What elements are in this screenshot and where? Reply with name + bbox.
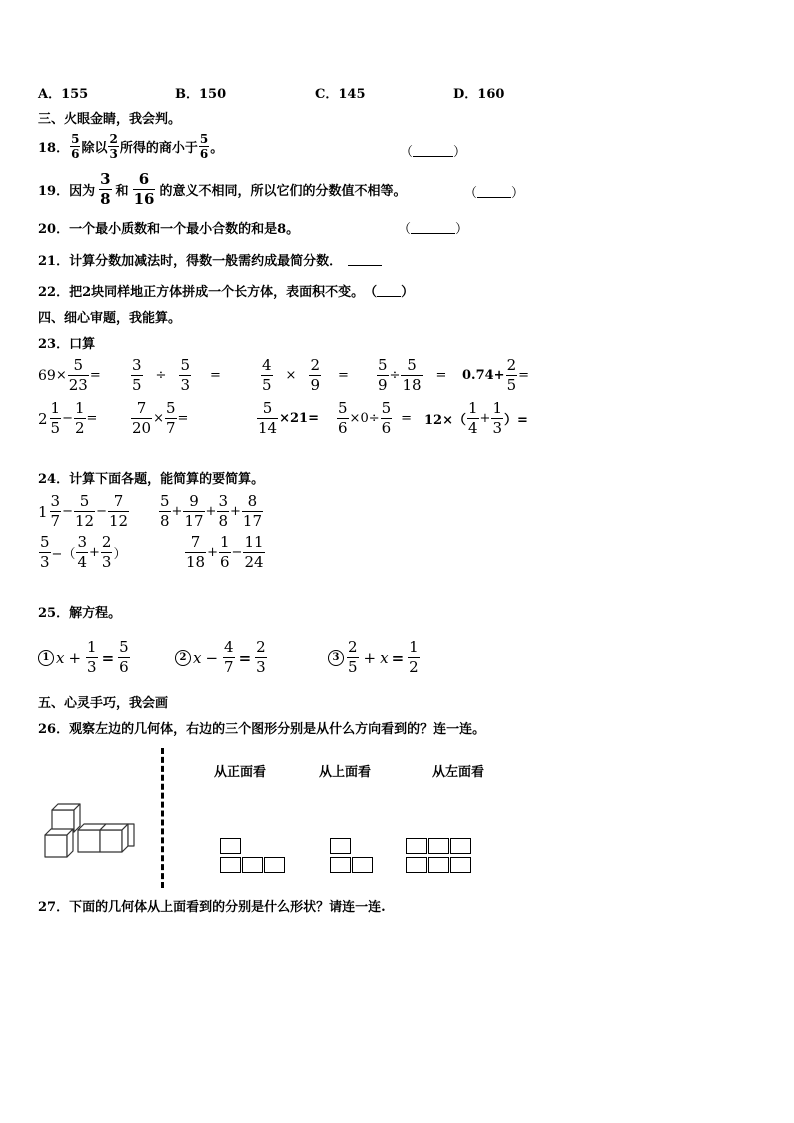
question-26: 26．观察左边的几何体，右边的三个图形分别是从什么方向看到的？连一连。 [38,722,486,737]
q20-answer-blank[interactable]: （ ） [398,222,469,237]
section5-title: 五、心灵手巧，我会画 [38,696,169,711]
q23-item-6: 2 $\frac{1}{5}$ − $\frac{1}{2}$ = [38,399,98,437]
q18-fraction-1: $\frac{5}{6}$ [71,132,80,161]
q23-item-9: $\frac{5}{6}$ ×0÷ $\frac{5}{6}$ = [338,399,413,437]
q24-expression-3: $\frac{5}{3}$ −（ $\frac{3}{4}$ + $\frac{2}{3}$ ） [40,533,127,571]
question-21: 21． 计算分数加减法时，得数一般需约成最简分数． [38,250,382,269]
q21-answer-blank[interactable] [348,253,382,266]
q23-item-2: $\frac{3}{5}$ ÷ $\frac{5}{3}$ = [132,356,221,394]
question-23: 23．口算 [38,337,96,352]
question-22: 22． 把2块同样地正方体拼成一个长方体，表面积不变。 （ ） [38,285,415,300]
choice-a: A．155 [38,87,89,102]
cube-bottom-left-front [45,835,67,857]
q23-item-8: $\frac{5}{14}$ ×21= [258,399,319,437]
dashed-divider [161,748,164,888]
q23-item-1: 69 × $\frac{5}{23}$ = [38,356,101,394]
q18-text-3: 。 [210,141,224,156]
label-view-front: 从正面看 [214,765,267,780]
q18-fraction-2: $\frac{2}{3}$ [109,132,118,161]
circled-number-2: 2 [175,650,191,666]
cube-back-side [128,824,134,846]
choice-b: B．150 [175,87,227,102]
q19-text-3: 的意义不相同，所以它们的分数值不相等。 [159,184,407,199]
cube-solid-figure [40,800,142,862]
q18-answer-blank[interactable]: （ ） [400,145,467,160]
q23-item-5: 0.74+ $\frac{2}{5}$ = [462,356,530,394]
q24-expression-1: 1 $\frac{3}{7}$ − $\frac{5}{12}$ − $\frac{7}{12}$ [38,492,129,530]
choice-d: D．160 [453,87,505,102]
q18-text-1: 除以 [81,141,108,156]
section3-title: 三、火眼金睛，我会判。 [38,112,182,127]
circled-number-1: 1 [38,650,54,666]
question-25: 25．解方程。 [38,606,122,621]
q23-item-4: $\frac{5}{9}$ ÷ $\frac{5}{18}$ = [378,356,447,394]
q24-expression-2: $\frac{5}{8}$ + $\frac{9}{17}$ + $\frac{3}{8}$ + $\frac{8}{17}$ [160,492,262,530]
q24-expression-4: $\frac{7}{18}$ + $\frac{1}{6}$ − $\frac{11}{24}$ [186,533,264,571]
label-view-left: 从左面看 [432,765,485,780]
question-20: 20．一个最小质数和一个最小合数的和是8。 [38,222,300,237]
label-view-top: 从上面看 [319,765,372,780]
cube-middle-front [78,830,100,852]
q22-answer-blank[interactable] [377,284,401,297]
question-18 [38,133,223,160]
q18-fraction-3: $\frac{5}{6}$ [199,132,209,161]
section4-title: 四、细心审题，我能算。 [38,311,182,326]
q18-number: 18． [38,141,70,156]
question-24: 24．计算下面各题，能简算的要简算。 [38,472,265,487]
q23-item-10: 12×（ $\frac{1}{4}$ + $\frac{1}{3}$ ）= [424,399,528,437]
q18-text-2: 所得的商小于 [119,141,198,156]
q23-item-7: $\frac{7}{20}$ × $\frac{5}{7}$ = [132,399,189,437]
q19-text-1: 因为 [69,184,96,199]
q19-fraction-2: $\frac{6}{16}$ [133,170,155,208]
q19-answer-blank[interactable]: （ ） [464,186,525,201]
circled-number-3: 3 [328,650,344,666]
q19-fraction-1: $\frac{3}{8}$ [100,170,111,208]
question-27: 27．下面的几何体从上面看到的分别是什么形状？请连一连. [38,900,386,915]
question-19 [38,172,406,207]
q25-equation-3: 3 $\frac{2}{5}$ + x = $\frac{1}{2}$ [328,640,421,675]
q25-equation-1: 1 x + $\frac{1}{3}$ = $\frac{5}{6}$ [38,640,131,675]
cube-right-front [100,830,122,852]
choice-c: C．145 [315,87,366,102]
q23-item-3: $\frac{4}{5}$ × $\frac{2}{9}$ = [262,356,349,394]
q19-number: 19． [38,184,70,199]
q19-text-2: 和 [115,184,129,199]
q25-equation-2: 2 x − $\frac{4}{7}$ = $\frac{2}{3}$ [175,640,268,675]
